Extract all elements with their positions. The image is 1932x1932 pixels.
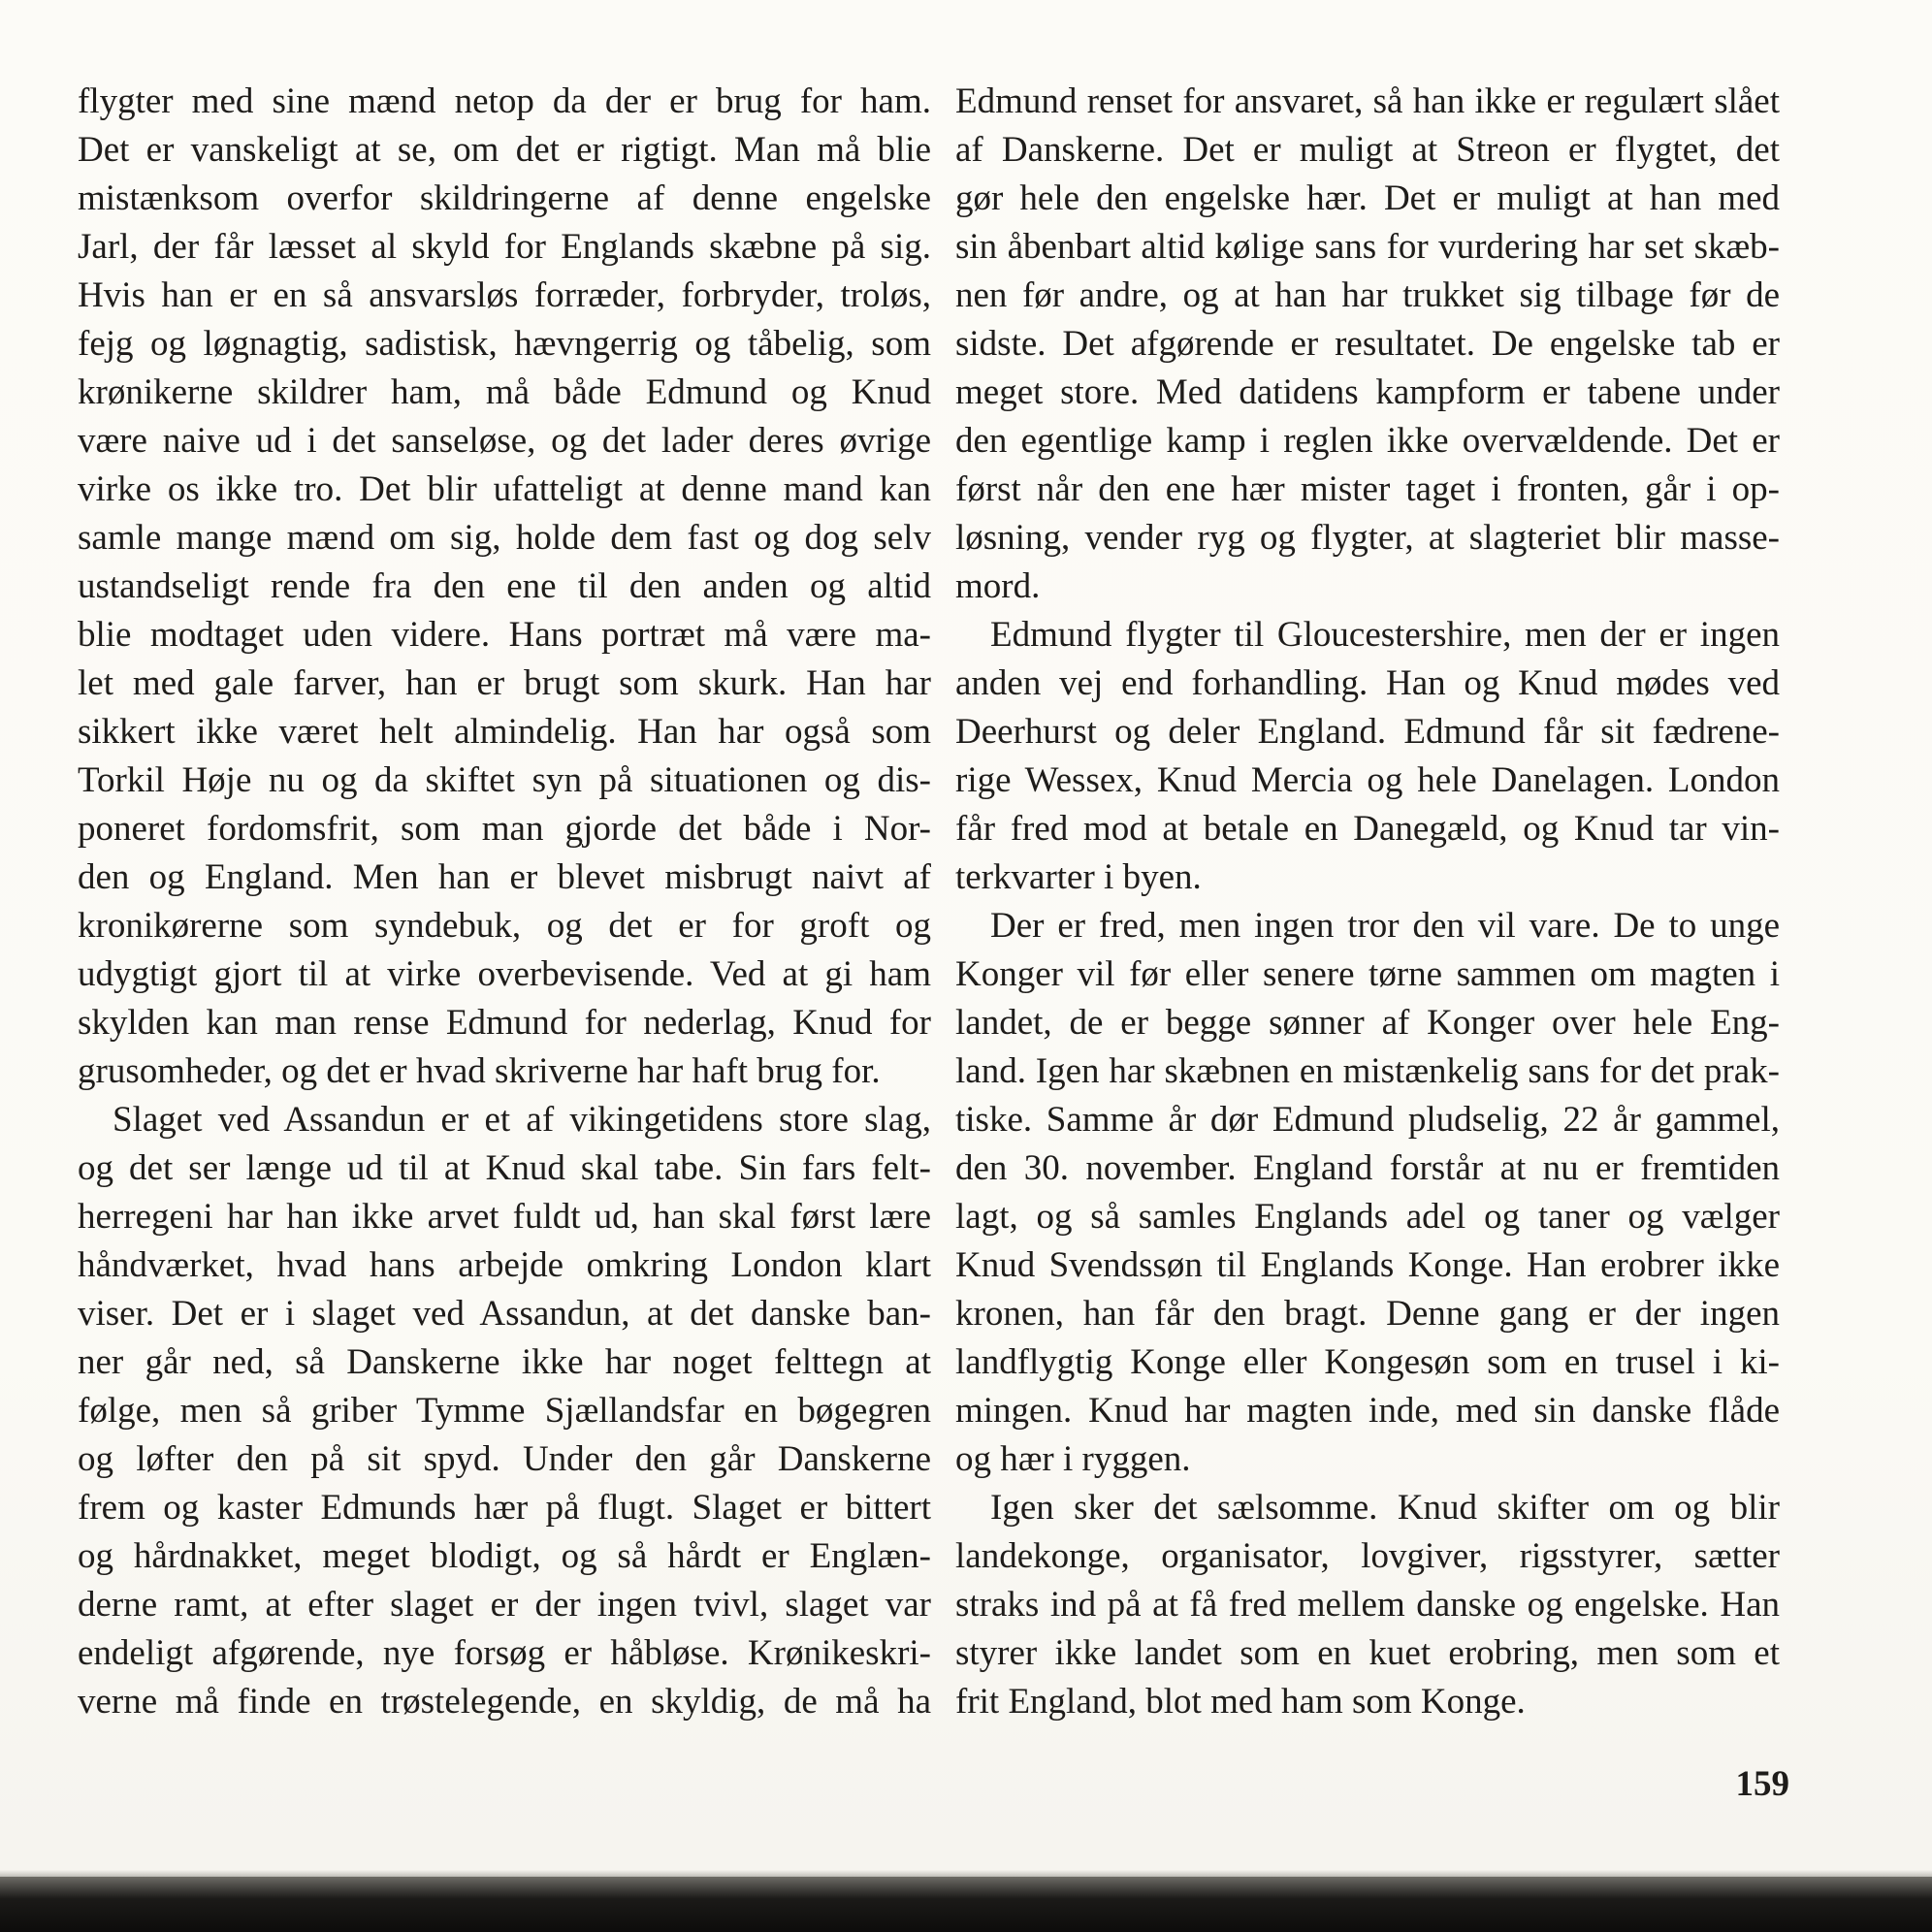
text-line: viser. Det er i slaget ved Assandun, at det danske ban- [78,1294,931,1334]
text-line: Det er vanskeligt at se, om det er rigtigt. Man må blie [78,130,931,170]
text-line: let med gale farver, han er brugt som skurk. Han har [78,663,931,703]
text-line: Deerhurst og deler England. Edmund får sit fædrene- [955,712,1780,752]
text-line: lagt, og så samles Englands adel og taner og vælger [955,1197,1780,1237]
text-line: landflygtig Konge eller Kongesøn som en trusel i ki- [955,1342,1780,1382]
text-line: land. Igen har skæbnen en mistænkelig sans for det prak- [955,1051,1780,1091]
text-line: mord. [955,566,1041,606]
text-line: mistænksom overfor skildringerne af denne engelske [78,178,931,218]
text-line: sidste. Det afgørende er resultatet. De engelske tab er [955,324,1780,364]
text-line: mingen. Knud har magten inde, med sin danske flåde [955,1391,1780,1431]
text-line: Edmund renset for ansvaret, så han ikke er regulært slået [955,81,1780,121]
text-line: frit England, blot med ham som Konge. [955,1682,1526,1722]
text-line: være naive ud i det sanseløse, og det lader deres øvrige [78,421,931,461]
text-line: Edmund flygter til Gloucestershire, men der er ingen [990,615,1780,655]
text-line: herregeni har han ikke arvet fuldt ud, han skal først lære [78,1197,931,1237]
text-line: Jarl, der får læsset al skyld for Englands skæbne på sig. [78,227,931,267]
text-line: Torkil Høje nu og da skiftet syn på situationen og dis- [78,760,931,800]
text-line: flygter med sine mænd netop da der er brug for ham. [78,81,931,121]
text-line: sikkert ikke været helt almindelig. Han har også som [78,712,931,752]
text-line: kronikørerne som syndebuk, og det er for groft og [78,906,931,946]
text-line: løsning, vender ryg og flygter, at slagteriet blir masse- [955,518,1780,558]
text-line: Hvis han er en så ansvarsløs forræder, forbryder, troløs, [78,275,931,315]
text-line: frem og kaster Edmunds hær på flugt. Slaget er bittert [78,1488,931,1528]
left-text-column [78,78,931,1726]
text-line: får fred mod at betale en Danegæld, og Knud tar vin- [955,809,1780,849]
text-line: og løfter den på sit spyd. Under den går Danskerne [78,1439,931,1479]
text-line: den og England. Men han er blevet misbrugt naivt af [78,857,931,897]
text-line: Knud Svendssøn til Englands Konge. Han erobrer ikke [955,1245,1780,1285]
text-line: Der er fred, men ingen tror den vil vare. De to unge [990,906,1780,946]
page-bottom-edge [0,1877,1932,1932]
text-line: Konger vil før eller senere tørne sammen om magten i [955,954,1780,994]
text-line: rige Wessex, Knud Mercia og hele Danelagen. London [955,760,1780,800]
text-line: terkvarter i byen. [955,857,1202,897]
right-text-column [955,78,1780,1726]
text-line: nen før andre, og at han har trukket sig tilbage før de [955,275,1780,315]
text-line: først når den ene hær mister taget i fronten, går i op- [955,469,1780,509]
text-line: gør hele den engelske hær. Det er muligt at han med [955,178,1780,218]
text-line: skylden kan man rense Edmund for nederlag, Knud for [78,1003,931,1043]
text-line: ner går ned, så Danskerne ikke har noget felttegn at [78,1342,931,1382]
text-line: kronen, han får den bragt. Denne gang er der ingen [955,1294,1780,1334]
text-line: Igen sker det sælsomme. Knud skifter om og blir [990,1488,1780,1528]
text-line: styrer ikke landet som en kuet erobring, men som et [955,1633,1780,1673]
text-line: udygtigt gjort til at virke overbevisende. Ved at gi ham [78,954,931,994]
text-line: ustandseligt rende fra den ene til den anden og altid [78,566,931,606]
text-line: følge, men så griber Tymme Sjællandsfar en bøgegren [78,1391,931,1431]
text-line: og hårdnakket, meget blodigt, og så hårdt er Englæn- [78,1536,931,1576]
text-line: straks ind på at få fred mellem danske og engelske. Han [955,1585,1780,1625]
text-line: fejg og løgnagtig, sadistisk, hævngerrig og tåbelig, som [78,324,931,364]
text-line: anden vej end forhandling. Han og Knud mødes ved [955,663,1780,703]
text-line: virke os ikke tro. Det blir ufatteligt at denne mand kan [78,469,931,509]
text-line: samle mange mænd om sig, holde dem fast og dog selv [78,518,931,558]
text-line: tiske. Samme år dør Edmund pludselig, 22 år gammel, [955,1100,1780,1140]
text-line: landet, de er begge sønner af Konger over hele Eng- [955,1003,1780,1043]
text-line: håndværket, hvad hans arbejde omkring London klart [78,1245,931,1285]
text-line: krønikerne skildrer ham, må både Edmund og Knud [78,372,931,412]
text-line: sin åbenbart altid kølige sans for vurdering har set skæb- [955,227,1780,267]
text-line: blie modtaget uden videre. Hans portræt må være ma- [78,615,931,655]
text-line: grusomheder, og det er hvad skriverne har haft brug for. [78,1051,881,1091]
text-line: endeligt afgørende, nye forsøg er håbløse. Krønikeskri- [78,1633,931,1673]
text-line: poneret fordomsfrit, som man gjorde det både i Nor- [78,809,931,849]
text-line: meget store. Med datidens kampform er tabene under [955,372,1780,412]
text-line: verne må finde en trøstelegende, en skyldig, de må ha [78,1682,931,1722]
text-line: Slaget ved Assandun er et af vikingetidens store slag, [113,1100,931,1140]
text-line: derne ramt, at efter slaget er der ingen tvivl, slaget var [78,1585,931,1625]
text-line: den egentlige kamp i reglen ikke overvældende. Det er [955,421,1780,461]
page-number: 159 [1735,1764,1789,1804]
text-line: og det ser længe ud til at Knud skal tabe. Sin fars felt- [78,1148,931,1188]
text-line: og hær i ryggen. [955,1439,1191,1479]
text-line: landekonge, organisator, lovgiver, rigsstyrer, sætter [955,1536,1780,1576]
text-line: af Danskerne. Det er muligt at Streon er flygtet, det [955,130,1780,170]
text-line: den 30. november. England forstår at nu er fremtiden [955,1148,1780,1188]
